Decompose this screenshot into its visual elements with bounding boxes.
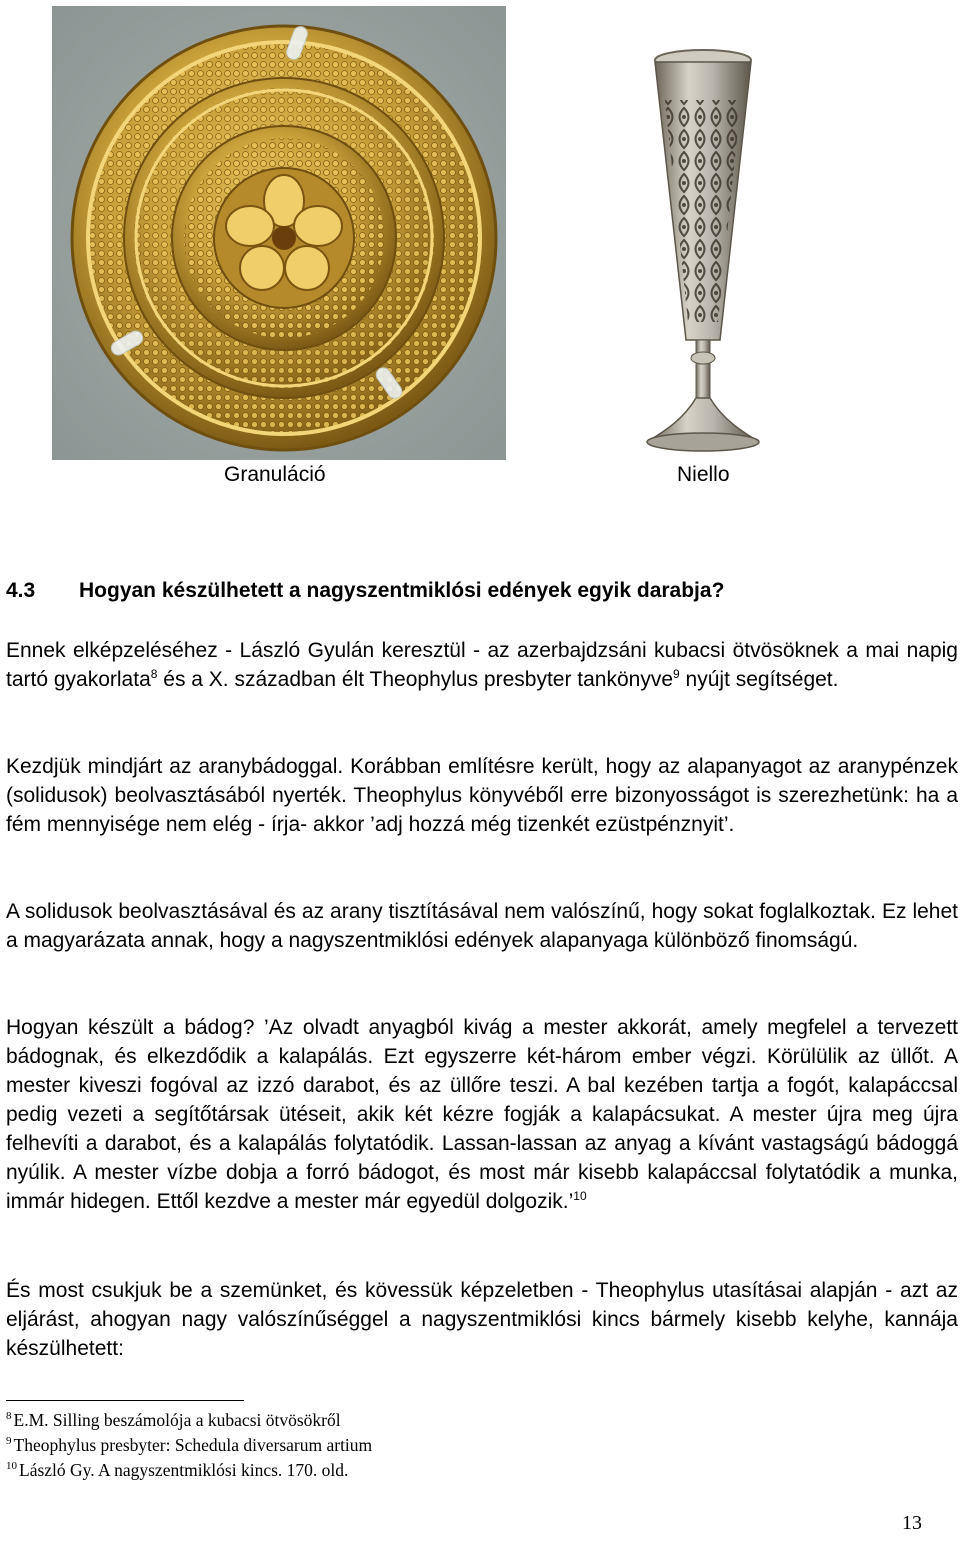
section-heading	[6, 577, 956, 605]
footnote-item	[6, 1433, 906, 1458]
footnote-ref[interactable]: 9	[673, 667, 680, 681]
niello-goblet-illustration	[628, 40, 778, 460]
figure-caption-niello: Niello	[677, 463, 730, 486]
footnotes	[6, 1408, 906, 1483]
niello-photo	[628, 40, 778, 460]
paragraph-text: és a X. században élt Theophylus presbyter tankönyve	[157, 668, 674, 691]
granulation-disc-illustration	[52, 6, 506, 460]
footnote-number: 8	[6, 1410, 12, 1423]
paragraph-text: Hogyan készült a bádog? ’Az olvadt anyagból kivág a mester akkorát, amely megfelel a tervezett bádognak, és elkezdődik a kalapálás. Ezt egyszerre két-három ember végzi. Körülülik az üllőt. A mester kiveszi fogóval az izzó darabot, és az üllőre teszi. A bal kezében tartja a fogót, kalapáccsal pedig vezeti a segítőtársak ütéseit, akik két kézre fogják a kalapácsukat. A mester újra meg újra felhevíti a darabot, és a kalapálás folytatódik. Lassan-lassan az anyag a kívánt vastagságú bádoggá nyúlik. A mester vízbe dobja a forró bádogot, és most már kisebb kalapáccsal folytatódik a munka, immár hidegen. Ettől kezdve a mester már egyedül dolgozik.’	[6, 1016, 958, 1213]
footnote-text: E.M. Silling beszámolója a kubacsi ötvösökről	[13, 1410, 341, 1430]
footnote-ref[interactable]: 10	[573, 1189, 587, 1203]
footnote-number: 9	[6, 1435, 12, 1448]
page-number: 13	[902, 1512, 922, 1534]
footnote-ref[interactable]: 8	[150, 667, 158, 681]
footnote-text: Theophylus presbyter: Schedula diversarum artium	[13, 1435, 373, 1455]
paragraph-imagine: És most csukjuk be a szemünket, és kövessük képzeletben - Theophylus utasításai alapján - azt az eljárást, ahogyan nagy valószínűséggel a nagyszentmiklósi kincs bármely kisebb kelyhe, kannája készülhetett:	[6, 1279, 958, 1360]
footnote-item	[6, 1408, 906, 1433]
footnote-divider	[6, 1400, 244, 1401]
section-title: Hogyan készülhetett a nagyszentmiklósi edények egyik darabja?	[79, 579, 725, 602]
paragraph-hammering	[6, 1013, 958, 1216]
paragraph-solidus: A solidusok beolvasztásával és az arany tisztításával nem valószínű, hogy sokat foglalkoztak. Ez lehet a magyarázata annak, hogy a nagyszentmiklósi edények alapanyaga különböző finomságú.	[6, 900, 958, 952]
granulation-photo	[52, 6, 506, 460]
paragraph-text: nyújt segítséget.	[679, 668, 839, 691]
paragraph-gold-sheet: Kezdjük mindjárt az aranybádoggal. Korábban említésre került, hogy az alapanyagot az aranypénzek (solidusok) beolvasztásából nyerték. Theophylus könyvéből erre bizonyosságot is szerezhetünk: ha a fém mennyisége nem elég - írja- akkor ’adj hozzá még tizenkét ezüstpénznyit’.	[6, 755, 958, 836]
paragraph-intro	[6, 636, 958, 694]
footnote-text: László Gy. A nagyszentmiklósi kincs. 170. old.	[19, 1460, 349, 1480]
footnote-item	[6, 1458, 906, 1483]
footnote-number: 10	[6, 1460, 17, 1473]
figure-caption-granulation: Granuláció	[224, 463, 326, 486]
paragraph-text: Ennek elképzeléséhez - László Gyulán keresztül - az azerbajdzsáni kubacsi ötvösöknek a mai napig tartó gyakorlata	[6, 639, 958, 691]
section-number: 4.3	[6, 579, 36, 602]
